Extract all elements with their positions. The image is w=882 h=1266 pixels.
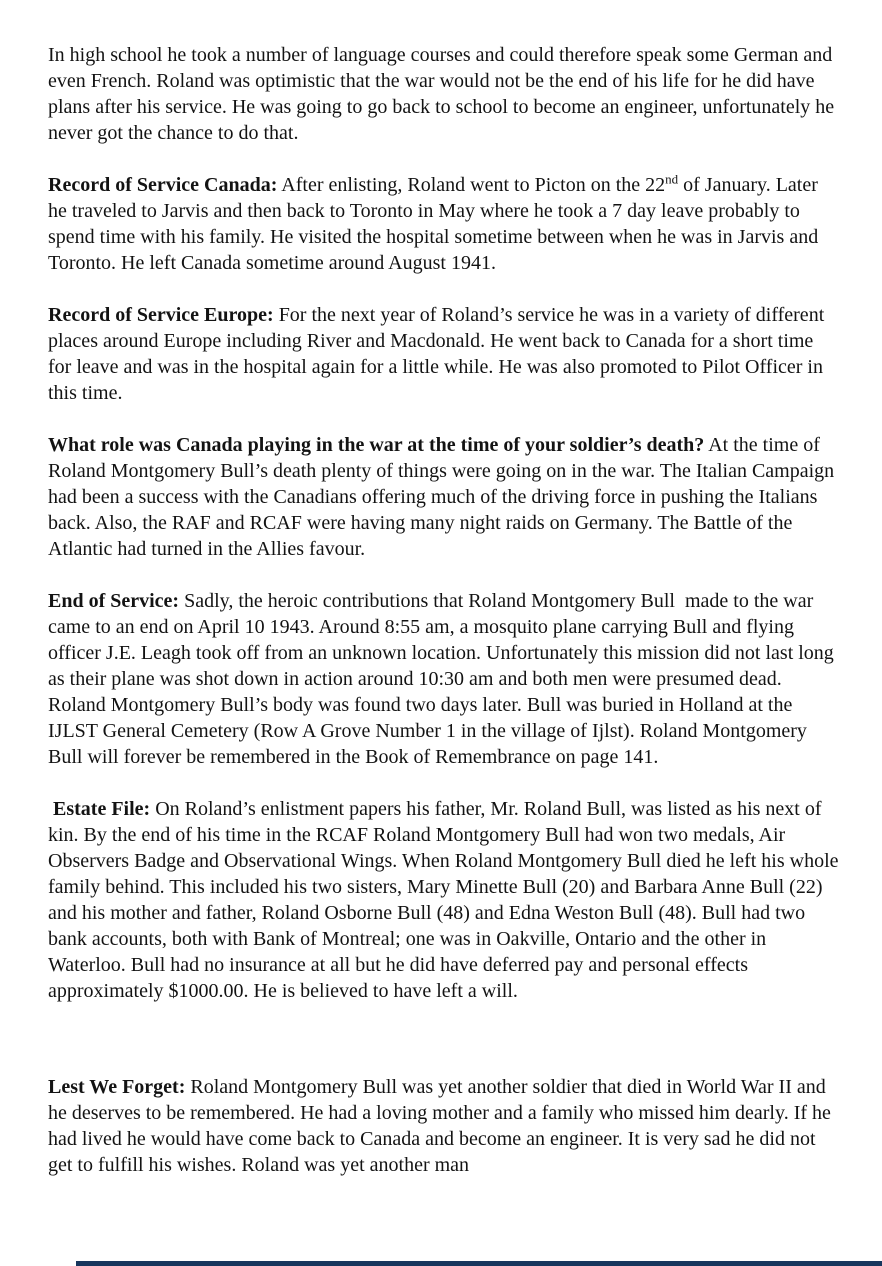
paragraph-intro	[48, 42, 840, 146]
paragraph-estate-file	[48, 796, 844, 1004]
bottom-divider	[76, 1261, 882, 1266]
paragraph-text: Roland Montgomery Bull was yet another soldier that died in World War II and he deserves to be remembered. He had a loving mother and a family who missed him dearly. If he had lived he would have come back to Canada and become an engineer. It is very sad he did not get to fulfill his wishes. Roland was yet another man	[48, 1076, 836, 1176]
section-label-lest-we-forget: Lest We Forget:	[48, 1076, 186, 1098]
paragraph-record-of-service-canada	[48, 172, 840, 276]
section-label-record-canada: Record of Service Canada:	[48, 174, 278, 196]
paragraph-text: of January. Later he traveled to Jarvis and then back to Toronto in May where he took a 7 day leave probably to spend time with his family. He visited the hospital sometime between when he was in Jarvis and Toronto. He left Canada sometime around August 1941.	[48, 174, 823, 274]
section-label-record-europe: Record of Service Europe:	[48, 304, 274, 326]
ordinal-superscript: nd	[665, 171, 679, 187]
section-label-estate-file: Estate File:	[48, 798, 151, 820]
section-label-end-of-service: End of Service:	[48, 590, 180, 612]
paragraph-canada-role-in-war	[48, 432, 840, 562]
paragraph-record-of-service-europe	[48, 302, 840, 406]
paragraph-text: Sadly, the heroic contributions that Roland Montgomery Bull made to the war came to an end on April 10 1943. Around 8:55 am, a mosquito plane carrying Bull and flying officer J.E. Leagh took off from an unknown location. Unfortunately this mission did not last long as their plane was shot down in action around 10:30 am and both men were presumed dead. Roland Montgomery Bull’s body was found two days later. Bull was buried in Holland at the IJLST General Cemetery (Row A Grove Number 1 in the village of Ijlst). Roland Montgomery Bull will forever be remembered in the Book of Remembrance on page 141.	[48, 590, 839, 768]
paragraph-lest-we-forget	[48, 1074, 840, 1178]
section-label-role-question: What role was Canada playing in the war at the time of your soldier’s death?	[48, 434, 705, 456]
paragraph-text: In high school he took a number of language courses and could therefore speak some German and even French. Roland was optimistic that the war would not be the end of his life for he did have plans after his service. He was going to go back to school to become an engineer, unfortunately he never got the chance to do that.	[48, 44, 840, 144]
paragraph-text: At the time of Roland Montgomery Bull’s death plenty of things were going on in the war. The Italian Campaign had been a success with the Canadians offering much of the driving force in pushing the Italians back. Also, the RAF and RCAF were having many night raids on Germany. The Battle of the Atlantic had turned in the Allies favour.	[48, 434, 840, 560]
document-page	[48, 42, 844, 1178]
paragraph-text: On Roland’s enlistment papers his father, Mr. Roland Bull, was listed as his next of kin. By the end of his time in the RCAF Roland Montgomery Bull had won two medals, Air Observers Badge and Observational Wings. When Roland Montgomery Bull died he left his whole family behind. This included his two sisters, Mary Minette Bull (20) and Barbara Anne Bull (22) and his mother and father, Roland Osborne Bull (48) and Edna Weston Bull (48). Bull had two bank accounts, both with Bank of Montreal; one was in Oakville, Ontario and the other in Waterloo. Bull had no insurance at all but he did have deferred pay and personal effects approximately $1000.00. He is believed to have left a will.	[48, 798, 844, 1002]
paragraph-text: After enlisting, Roland went to Picton on the 22	[277, 174, 666, 196]
paragraph-text: For the next year of Roland’s service he was in a variety of different places around Europe including River and Macdonald. He went back to Canada for a short time for leave and was in the hospital again for a little while. He was also promoted to Pilot Officer in this time.	[48, 304, 830, 404]
paragraph-end-of-service	[48, 588, 840, 770]
